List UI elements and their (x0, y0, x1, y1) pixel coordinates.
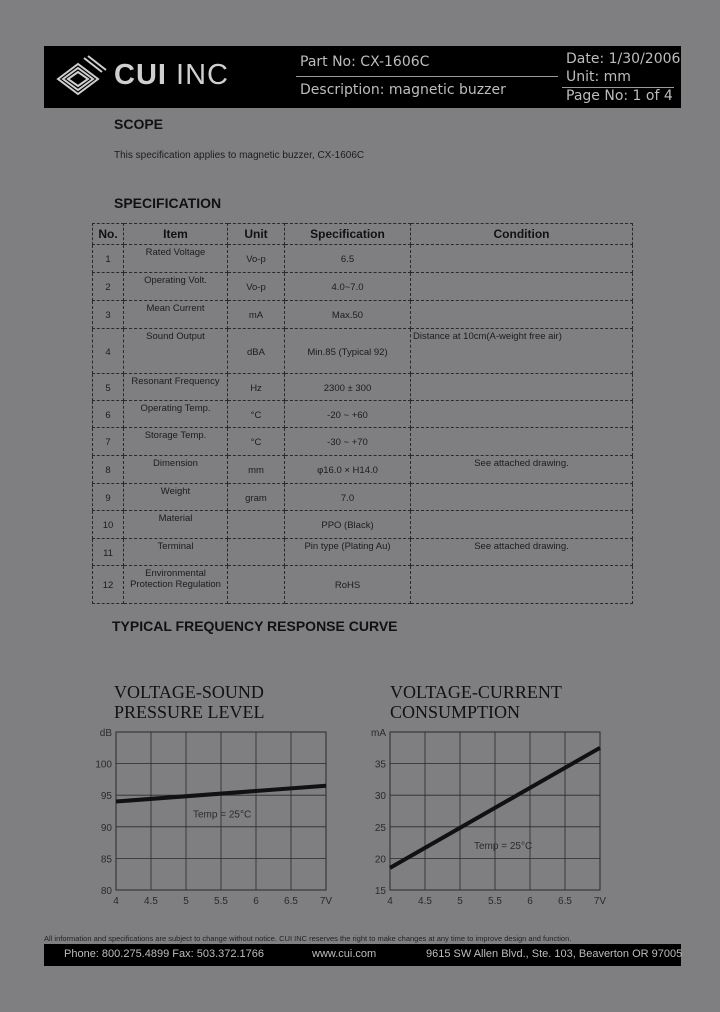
x-tick-label: 6 (253, 896, 259, 907)
footer-website: www.cui.com (312, 948, 377, 960)
y-tick-label: 85 (100, 854, 112, 866)
row-no: 8 (93, 456, 124, 484)
row-spec: Max.50 (285, 301, 411, 329)
x-tick-label: 4.5 (144, 896, 158, 907)
specification-title: SPECIFICATION (114, 195, 222, 211)
row-spec: 2300 ± 300 (285, 374, 411, 401)
table-row (93, 245, 633, 273)
row-spec: 4.0~7.0 (285, 273, 411, 301)
part-number: Part No: CX-1606C (300, 54, 430, 70)
cui-logo-icon (52, 52, 112, 102)
row-condition (411, 484, 633, 511)
document-header (44, 46, 681, 108)
col-header-condition: Condition (411, 224, 633, 245)
table-row (93, 456, 633, 484)
row-no: 11 (93, 539, 124, 566)
current-chart (360, 722, 622, 918)
y-tick-label: 90 (100, 822, 112, 834)
row-item: Resonant Frequency (124, 374, 228, 401)
x-tick-label: 6 (527, 896, 533, 907)
row-no: 4 (93, 329, 124, 374)
col-header-unit: Unit (228, 224, 285, 245)
row-spec: -20 ~ +60 (285, 401, 411, 428)
row-spec: Min.85 (Typical 92) (285, 329, 411, 374)
row-condition (411, 401, 633, 428)
table-row (93, 273, 633, 301)
x-tick-label: 7V (593, 896, 607, 907)
chart-title-current: VOLTAGE-CURRENT CONSUMPTION (390, 682, 562, 722)
row-unit: Hz (228, 374, 285, 401)
row-item: Sound Output (124, 329, 228, 374)
row-spec: 6.5 (285, 245, 411, 273)
col-header-no: No. (93, 224, 124, 245)
row-item: Mean Current (124, 301, 228, 329)
row-condition: See attached drawing. (411, 539, 633, 566)
table-row (93, 484, 633, 511)
y-tick-label: 35 (374, 759, 386, 771)
row-unit: °C (228, 428, 285, 456)
row-unit: °C (228, 401, 285, 428)
chart-annotation: Temp = 25°C (193, 809, 252, 821)
col-header-item: Item (124, 224, 228, 245)
row-unit (228, 566, 285, 604)
y-axis-label: mA (371, 728, 386, 739)
row-item: Weight (124, 484, 228, 511)
company-logo-text: CUI INC (114, 59, 229, 91)
disclaimer-note: All information and specifications are subject to change without notice. CUI INC reserves the right to make changes at any time to improve design and function. (44, 934, 572, 943)
document-date: Date: 1/30/2006 (566, 51, 681, 67)
row-spec: Pin type (Plating Au) (285, 539, 411, 566)
y-tick-label: 80 (100, 886, 112, 897)
row-item: Dimension (124, 456, 228, 484)
row-condition: Distance at 10cm(A-weight free air) (411, 329, 633, 374)
x-tick-label: 5 (183, 896, 189, 907)
row-unit: Vo-p (228, 245, 285, 273)
row-condition (411, 273, 633, 301)
part-description: Description: magnetic buzzer (300, 82, 506, 98)
row-item: Environmental Protection Regulation (124, 566, 228, 604)
x-tick-label: 4 (387, 896, 393, 907)
row-no: 12 (93, 566, 124, 604)
x-tick-label: 7V (319, 896, 333, 907)
table-row (93, 401, 633, 428)
row-condition (411, 374, 633, 401)
row-unit: mA (228, 301, 285, 329)
table-row (93, 428, 633, 456)
footer-phone: Phone: 800.275.4899 Fax: 503.372.1766 (64, 948, 265, 960)
table-header-row (93, 224, 633, 245)
row-no: 7 (93, 428, 124, 456)
x-tick-label: 6.5 (558, 896, 572, 907)
row-no: 1 (93, 245, 124, 273)
scope-text: This specification applies to magnetic buzzer, CX-1606C (114, 150, 365, 161)
page-number: Page No: 1 of 4 (566, 88, 673, 104)
scope-title: SCOPE (114, 116, 164, 132)
row-no: 6 (93, 401, 124, 428)
row-unit (228, 511, 285, 539)
row-item: Storage Temp. (124, 428, 228, 456)
row-no: 5 (93, 374, 124, 401)
table-row (93, 301, 633, 329)
row-spec: PPO (Black) (285, 511, 411, 539)
y-tick-label: 100 (95, 759, 112, 771)
table-row (93, 511, 633, 539)
row-item: Terminal (124, 539, 228, 566)
row-condition: See attached drawing. (411, 456, 633, 484)
x-tick-label: 6.5 (284, 896, 298, 907)
row-no: 2 (93, 273, 124, 301)
y-tick-label: 20 (374, 854, 386, 866)
spl-chart (86, 722, 348, 918)
row-item: Rated Voltage (124, 245, 228, 273)
y-axis-label: dB (99, 728, 112, 739)
row-spec: φ16.0 × H14.0 (285, 456, 411, 484)
table-row (93, 374, 633, 401)
curve-section-title: TYPICAL FREQUENCY RESPONSE CURVE (112, 618, 398, 634)
row-unit: gram (228, 484, 285, 511)
y-tick-label: 15 (374, 886, 386, 897)
table-row (93, 566, 633, 604)
row-spec: 7.0 (285, 484, 411, 511)
row-unit: mm (228, 456, 285, 484)
chart-annotation: Temp = 25°C (474, 840, 533, 852)
x-tick-label: 5.5 (488, 896, 502, 907)
row-unit: dBA (228, 329, 285, 374)
x-tick-label: 5.5 (214, 896, 228, 907)
row-no: 10 (93, 511, 124, 539)
row-unit (228, 539, 285, 566)
row-condition (411, 566, 633, 604)
row-condition (411, 511, 633, 539)
row-condition (411, 428, 633, 456)
x-tick-label: 4.5 (418, 896, 432, 907)
y-tick-label: 25 (374, 822, 386, 834)
chart-title-spl: VOLTAGE-SOUND PRESSURE LEVEL (114, 682, 265, 722)
header-divider (296, 76, 558, 77)
row-item: Material (124, 511, 228, 539)
document-unit: Unit: mm (566, 69, 631, 85)
row-no: 3 (93, 301, 124, 329)
row-spec: RoHS (285, 566, 411, 604)
footer-address: 9615 SW Allen Blvd., Ste. 103, Beaverton OR 97005 (426, 948, 683, 960)
y-tick-label: 95 (100, 791, 112, 803)
specification-table (92, 223, 633, 604)
row-item: Operating Volt. (124, 273, 228, 301)
row-spec: -30 ~ +70 (285, 428, 411, 456)
row-condition (411, 245, 633, 273)
document-footer (44, 944, 681, 966)
table-row (93, 329, 633, 374)
row-condition (411, 301, 633, 329)
x-tick-label: 5 (457, 896, 463, 907)
row-item: Operating Temp. (124, 401, 228, 428)
col-header-specification: Specification (285, 224, 411, 245)
row-no: 9 (93, 484, 124, 511)
x-tick-label: 4 (113, 896, 119, 907)
y-tick-label: 30 (374, 791, 386, 803)
row-unit: Vo-p (228, 273, 285, 301)
table-row (93, 539, 633, 566)
